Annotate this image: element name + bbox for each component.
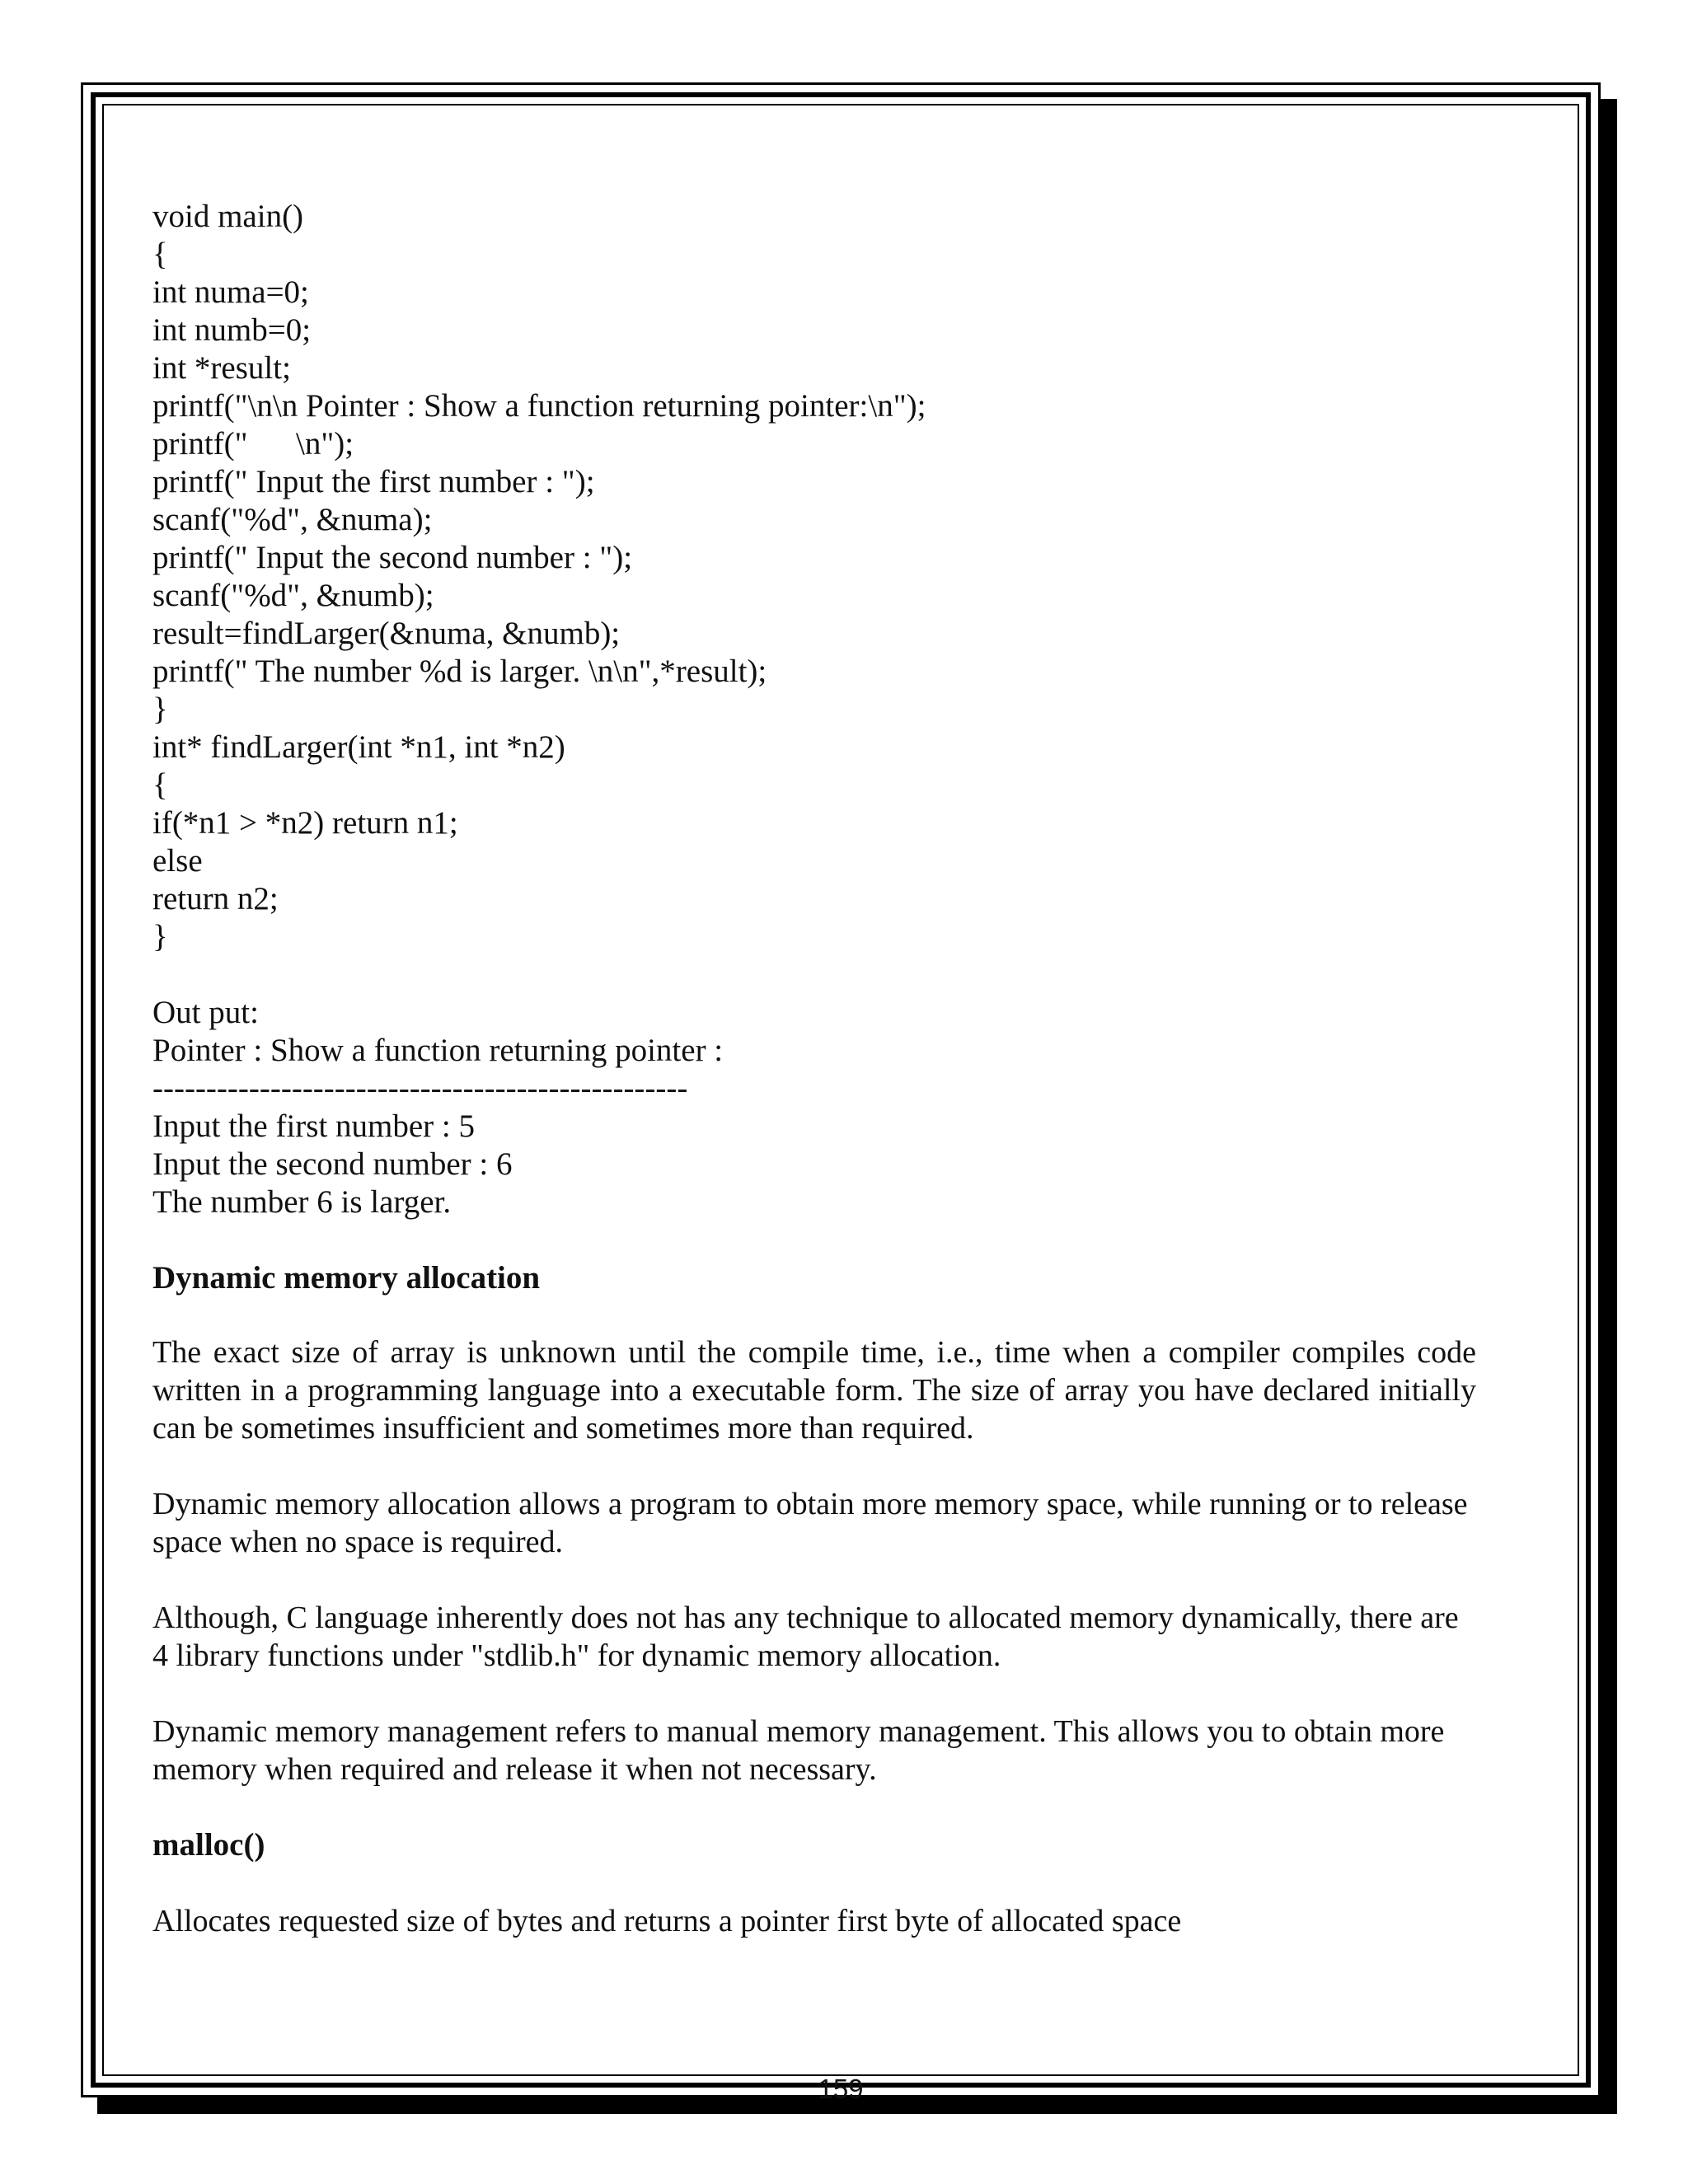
paragraph: Dynamic memory management refers to manual memory management. This allows you to obtain more memory when required and release it when not necessary. (152, 1714, 1445, 1787)
paragraph: Allocates requested size of bytes and returns a pointer first byte of allocated space (152, 1904, 1182, 1938)
output-line: The number 6 is larger. (152, 1184, 452, 1220)
code-line: { (152, 237, 168, 272)
code-line: printf("\n\n Pointer : Show a function returning pointer:\n"); (152, 388, 926, 424)
paragraph: Dynamic memory allocation allows a program to obtain more memory space, while running or to release space when no space is required. (152, 1487, 1468, 1559)
page-number: 159 (818, 2074, 864, 2104)
output-line: Input the second number : 6 (152, 1146, 513, 1182)
code-line: printf(" Input the second number : "); (152, 540, 633, 575)
code-listing (152, 198, 1488, 956)
code-line: { (152, 767, 168, 803)
output-line: Input the first number : 5 (152, 1108, 476, 1144)
code-line: scanf("%d", &numa); (152, 502, 433, 537)
paragraph: The exact size of array is unknown until the compile time, i.e., time when a compiler compiles code written in a programming language into a executable form. The size of array you have declared initially can be sometimes insufficient and sometimes more than required. (152, 1335, 1476, 1446)
page-frame (81, 82, 1601, 2104)
output-line: -------------------------------------------------- (152, 1071, 688, 1106)
code-line: scanf("%d", &numb); (152, 578, 434, 613)
code-line: printf(" Input the first number : "); (152, 464, 595, 499)
code-line: if(*n1 > *n2) return n1; (152, 805, 458, 841)
output-line: Out put: (152, 995, 259, 1030)
code-line: else (152, 843, 203, 879)
code-line: int numa=0; (152, 274, 309, 310)
output-line: Pointer : Show a function returning pointer : (152, 1033, 724, 1068)
code-line: result=findLarger(&numa, &numb); (152, 616, 621, 651)
code-line: int numb=0; (152, 312, 312, 348)
code-line: } (152, 691, 168, 727)
program-output (152, 994, 1488, 1221)
code-line: printf(" The number %d is larger. \n\n",*result); (152, 654, 767, 689)
code-line: int* findLarger(int *n1, int *n2) (152, 729, 565, 765)
page-content (152, 198, 1488, 1940)
code-line: printf(" \n"); (152, 426, 354, 462)
section-heading-malloc: malloc() (152, 1827, 265, 1863)
code-line: int *result; (152, 350, 291, 386)
code-line: return n2; (152, 881, 279, 916)
code-line: } (152, 919, 168, 954)
code-line: void main() (152, 199, 304, 234)
paragraph: Although, C language inherently does not has any technique to allocated memory dynamically, there are 4 library functions under "stdlib.h" for dynamic memory allocation. (152, 1601, 1459, 1673)
section-heading-dynamic-memory: Dynamic memory allocation (152, 1260, 541, 1296)
